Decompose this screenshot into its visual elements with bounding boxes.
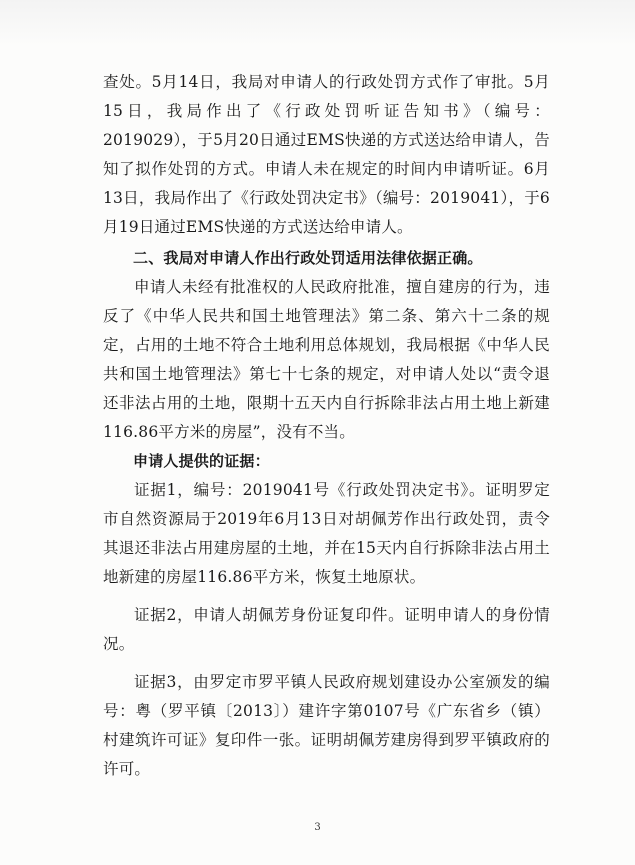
evidence-item-3: 证据3，由罗定市罗平镇人民政府规划建设办公室颁发的编号：粤（罗平镇〔2013〕）建许字第0107号《广东省乡（镇）村建筑许可证》复印件一张。证明胡佩芳建房得到罗平镇政府的许可。 [103,673,550,778]
evidence-item-1: 证据1，编号：2019041号《行政处罚决定书》。证明罗定市自然资源局于2019年6月13日对胡佩芳作出行政处罚，责令其退还非法占用建房屋的土地，并在15天内自行拆除非法占用土地新建的房屋116.86平方米，恢复土地原状。 [103,481,550,586]
page-number: 3 [314,822,321,833]
paragraph-legal-basis: 申请人未经有批准权的人民政府批准，擅自建房的行为，违反了《中华人民共和国土地管理法》第二条、第六十二条的规定，占用的土地不符合土地利用总体规划，我局根据《中华人民共和国土地管理法》第七十七条的规定，对申请人处以“责令退还非法占用的土地，限期十五天内自行拆除非法占用土地上新建116.86平方米的房屋”，没有不当。 [103,278,550,441]
evidence-item-2: 证据2，申请人胡佩芳身份证复印件。证明申请人的身份情况。 [103,606,550,653]
paragraph-procedure: 查处。5月14日，我局对申请人的行政处罚方式作了审批。5月15日，我局作出了《行政处罚听证告知书》（编号：2019029），于5月20日通过EMS快递的方式送达给申请人，告知了拟作处罚的方式。申请人未在规定的时间内申请听证。6月13日，我局作出了《行政处罚决定书》（编号：2019041），于6月19日通过EMS快递的方式送达给申请人。 [103,73,550,236]
scan-edge [0,0,635,46]
document-body [103,68,550,784]
evidence-heading: 申请人提供的证据： [133,452,270,470]
section-heading-legal-basis: 二、我局对申请人作出行政处罚适用法律依据正确。 [133,249,483,267]
